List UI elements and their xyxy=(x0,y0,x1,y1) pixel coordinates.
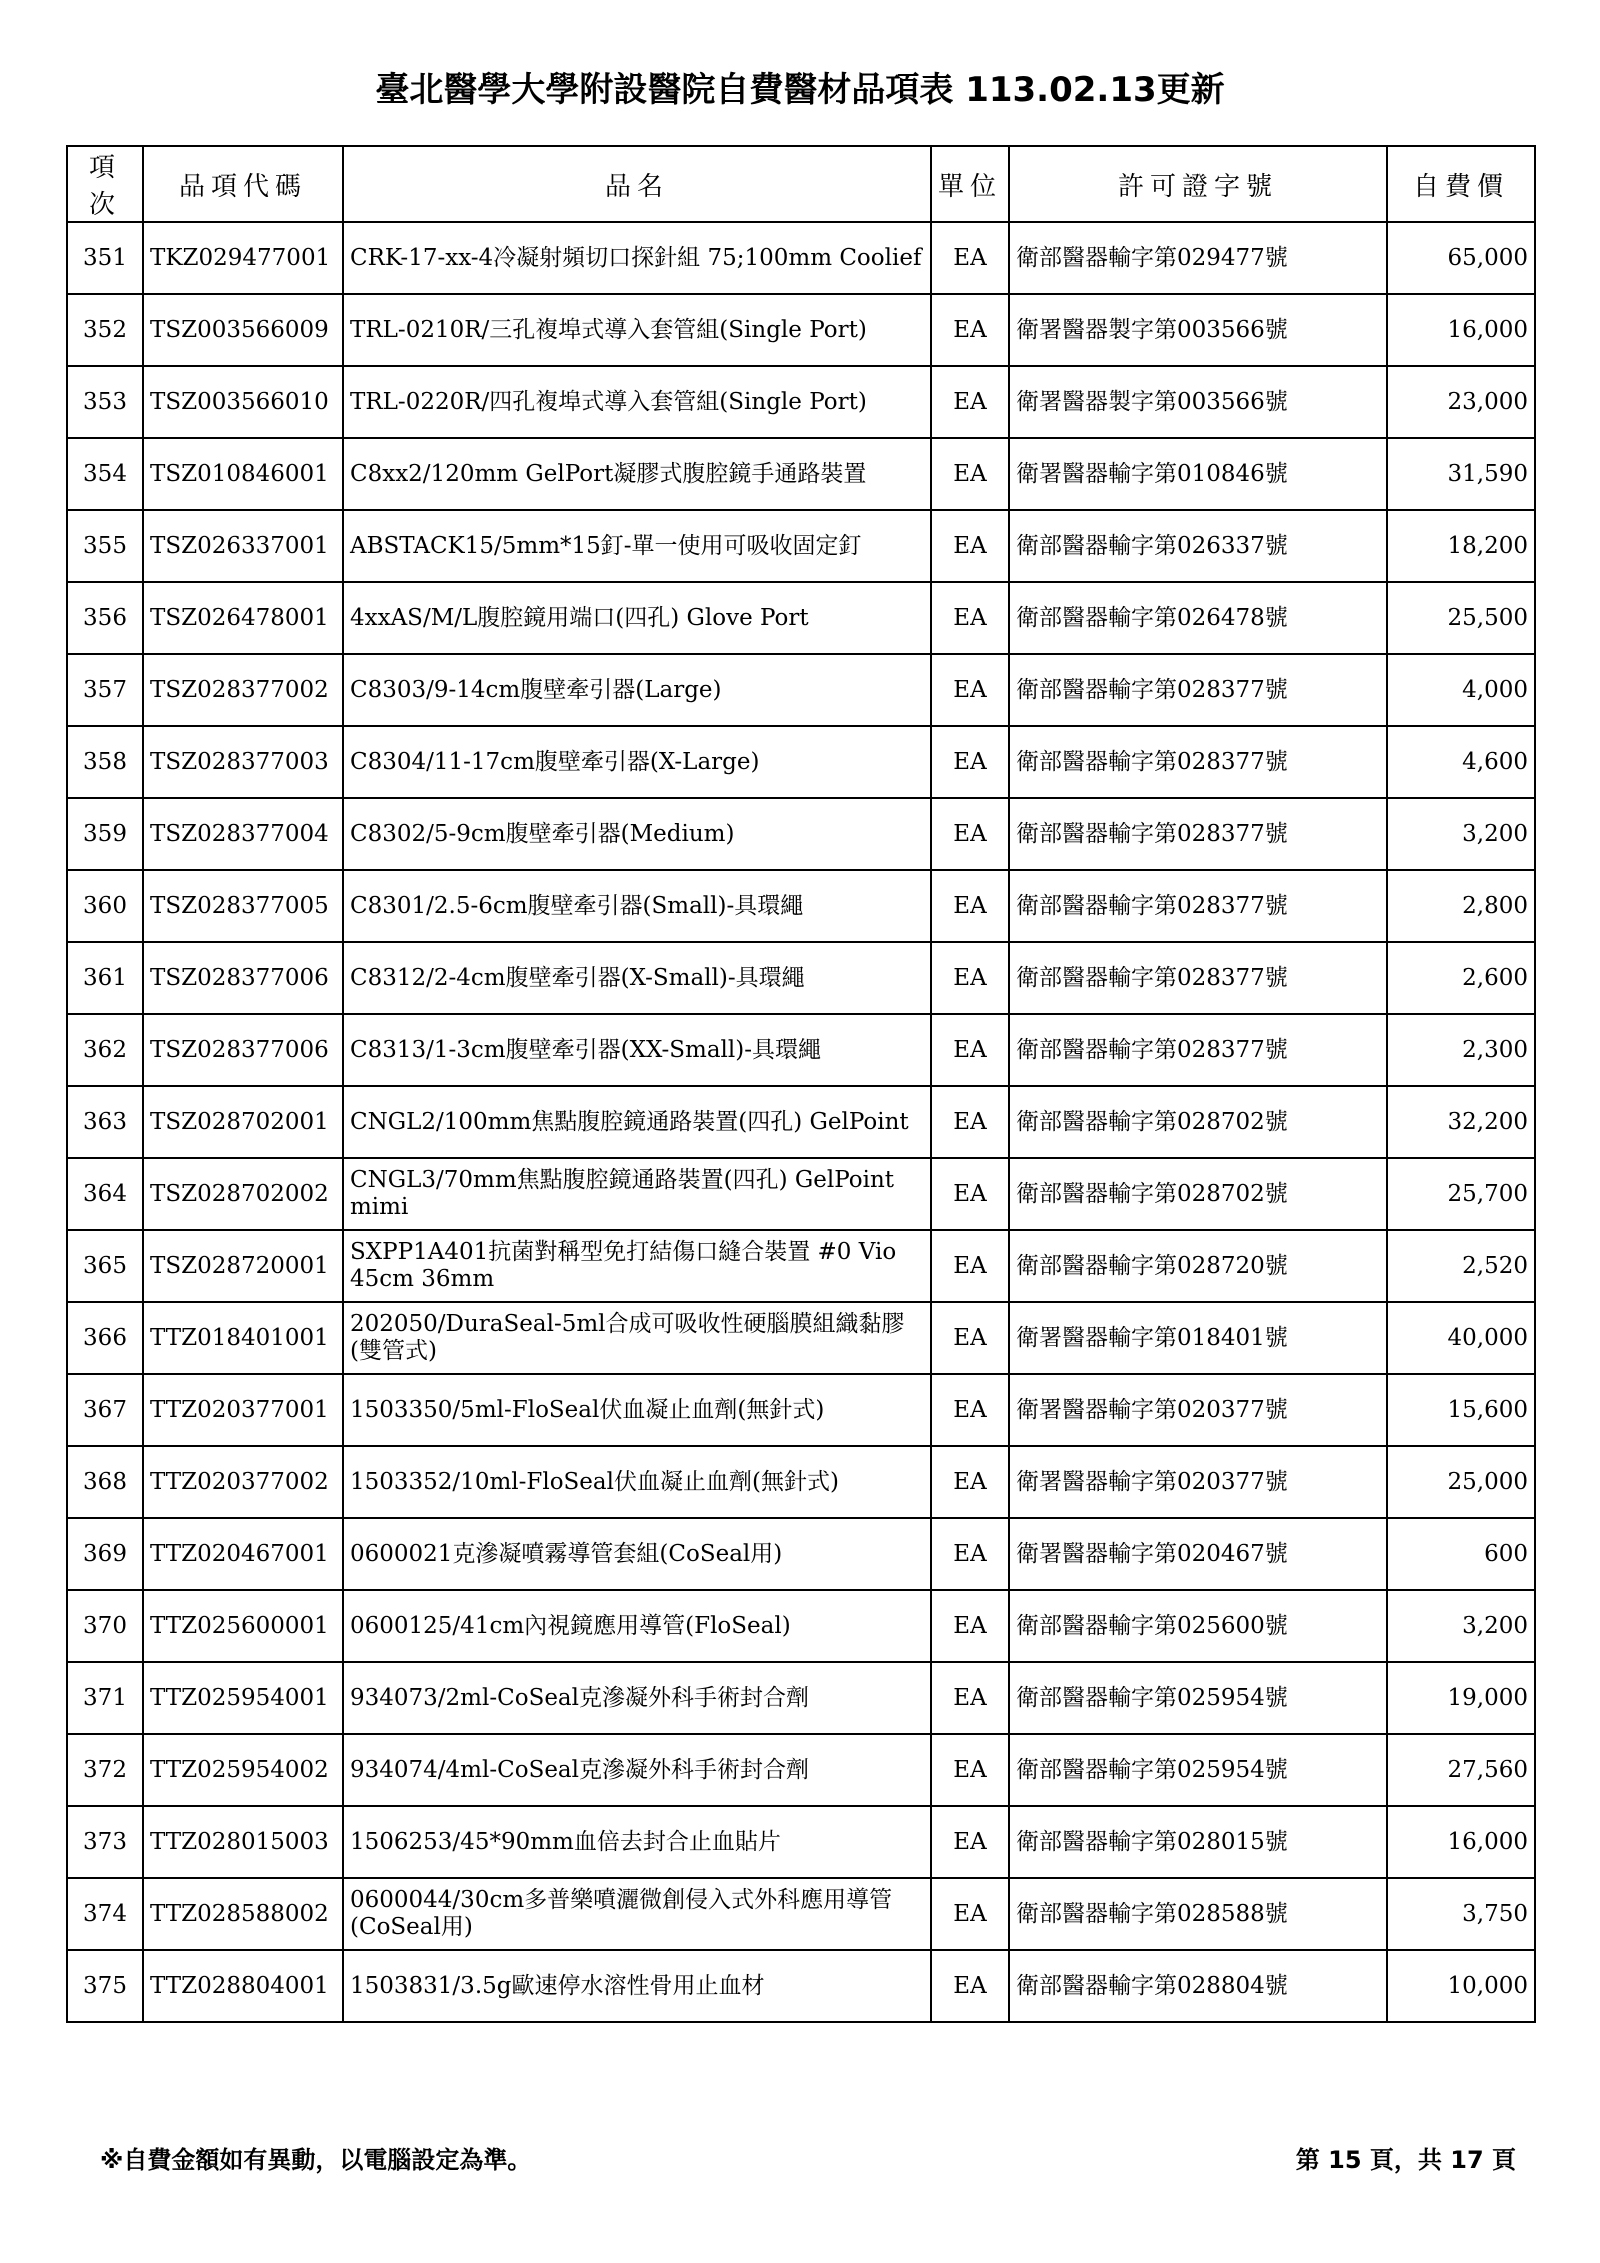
cell-item-no: 368 xyxy=(67,1446,143,1518)
cell-item-name: C8304/11-17cm腹壁牽引器(X-Large) xyxy=(343,726,931,798)
cell-item-name: C8312/2-4cm腹壁牽引器(X-Small)-具環繩 xyxy=(343,942,931,1014)
cell-license-no: 衛部醫器輸字第028377號 xyxy=(1009,654,1387,726)
table-row xyxy=(67,654,1535,726)
cell-license-no: 衛部醫器輸字第028377號 xyxy=(1009,1014,1387,1086)
cell-unit: EA xyxy=(931,438,1009,510)
cell-item-no: 356 xyxy=(67,582,143,654)
cell-item-no: 370 xyxy=(67,1590,143,1662)
column-header-code: 品項代碼 xyxy=(143,146,343,222)
cell-price: 27,560 xyxy=(1387,1734,1535,1806)
cell-item-name: C8302/5-9cm腹壁牽引器(Medium) xyxy=(343,798,931,870)
cell-price: 600 xyxy=(1387,1518,1535,1590)
footer-note: ※自費金額如有異動，以電腦設定為準。 xyxy=(100,2146,532,2174)
cell-price: 19,000 xyxy=(1387,1662,1535,1734)
table-row xyxy=(67,1014,1535,1086)
table-row xyxy=(67,222,1535,294)
cell-price: 2,520 xyxy=(1387,1230,1535,1302)
table-row xyxy=(67,1446,1535,1518)
cell-item-code: TSZ028720001 xyxy=(143,1230,343,1302)
column-header-no: 項次 xyxy=(67,146,143,222)
cell-license-no: 衛部醫器輸字第028015號 xyxy=(1009,1806,1387,1878)
cell-unit: EA xyxy=(931,1590,1009,1662)
cell-price: 3,200 xyxy=(1387,798,1535,870)
cell-item-name: 0600125/41cm內視鏡應用導管(FloSeal) xyxy=(343,1590,931,1662)
table-row xyxy=(67,1302,1535,1374)
cell-item-no: 366 xyxy=(67,1302,143,1374)
cell-item-name: 934074/4ml-CoSeal克滲凝外科手術封合劑 xyxy=(343,1734,931,1806)
table-row xyxy=(67,1878,1535,1950)
cell-item-code: TTZ028804001 xyxy=(143,1950,343,2022)
cell-item-code: TSZ028377006 xyxy=(143,942,343,1014)
cell-item-code: TTZ020377002 xyxy=(143,1446,343,1518)
cell-unit: EA xyxy=(931,366,1009,438)
table-row xyxy=(67,1806,1535,1878)
cell-item-code: TSZ028377006 xyxy=(143,1014,343,1086)
cell-unit: EA xyxy=(931,1878,1009,1950)
cell-unit: EA xyxy=(931,1446,1009,1518)
cell-item-name: 0600021克滲凝噴霧導管套組(CoSeal用) xyxy=(343,1518,931,1590)
cell-item-code: TSZ026478001 xyxy=(143,582,343,654)
table-header-row xyxy=(67,146,1535,222)
cell-price: 40,000 xyxy=(1387,1302,1535,1374)
cell-unit: EA xyxy=(931,726,1009,798)
cell-item-name: CRK-17-xx-4冷凝射頻切口探針組 75;100mm Coolief xyxy=(343,222,931,294)
table-row xyxy=(67,582,1535,654)
page-title: 臺北醫學大學附設醫院自費醫材品項表 113.02.13更新 xyxy=(375,70,1225,110)
cell-unit: EA xyxy=(931,1158,1009,1230)
cell-unit: EA xyxy=(931,222,1009,294)
table-row xyxy=(67,1518,1535,1590)
cell-item-name: TRL-0220R/四孔複埠式導入套管組(Single Port) xyxy=(343,366,931,438)
cell-item-no: 353 xyxy=(67,366,143,438)
table-row xyxy=(67,726,1535,798)
cell-item-code: TSZ003566010 xyxy=(143,366,343,438)
cell-item-code: TTZ025600001 xyxy=(143,1590,343,1662)
cell-price: 4,000 xyxy=(1387,654,1535,726)
table-row xyxy=(67,1950,1535,2022)
table-row xyxy=(67,1590,1535,1662)
cell-item-name: CNGL2/100mm焦點腹腔鏡通路裝置(四孔) GelPoint xyxy=(343,1086,931,1158)
cell-unit: EA xyxy=(931,510,1009,582)
cell-item-no: 374 xyxy=(67,1878,143,1950)
table-row xyxy=(67,438,1535,510)
table-row xyxy=(67,1734,1535,1806)
cell-unit: EA xyxy=(931,1014,1009,1086)
cell-item-code: TTZ025954002 xyxy=(143,1734,343,1806)
cell-price: 15,600 xyxy=(1387,1374,1535,1446)
cell-price: 25,500 xyxy=(1387,582,1535,654)
cell-item-no: 359 xyxy=(67,798,143,870)
cell-license-no: 衛署醫器輸字第020377號 xyxy=(1009,1446,1387,1518)
cell-license-no: 衛署醫器製字第003566號 xyxy=(1009,294,1387,366)
cell-price: 25,700 xyxy=(1387,1158,1535,1230)
cell-item-name: 1503831/3.5g歐速停水溶性骨用止血材 xyxy=(343,1950,931,2022)
cell-item-no: 367 xyxy=(67,1374,143,1446)
cell-item-no: 375 xyxy=(67,1950,143,2022)
cell-price: 3,750 xyxy=(1387,1878,1535,1950)
cell-item-no: 351 xyxy=(67,222,143,294)
cell-item-code: TSZ010846001 xyxy=(143,438,343,510)
cell-item-code: TSZ028377003 xyxy=(143,726,343,798)
cell-license-no: 衛署醫器輸字第020467號 xyxy=(1009,1518,1387,1590)
cell-item-no: 355 xyxy=(67,510,143,582)
cell-license-no: 衛部醫器輸字第028377號 xyxy=(1009,726,1387,798)
cell-item-no: 360 xyxy=(67,870,143,942)
page-number: 第 15 頁，共 17 頁 xyxy=(1295,2146,1516,2174)
cell-license-no: 衛部醫器輸字第028702號 xyxy=(1009,1158,1387,1230)
cell-license-no: 衛部醫器輸字第025600號 xyxy=(1009,1590,1387,1662)
cell-item-code: TTZ025954001 xyxy=(143,1662,343,1734)
cell-item-code: TSZ028702002 xyxy=(143,1158,343,1230)
cell-item-name: 1503352/10ml-FloSeal伏血凝止血劑(無針式) xyxy=(343,1446,931,1518)
cell-item-no: 362 xyxy=(67,1014,143,1086)
cell-item-name: C8313/1-3cm腹壁牽引器(XX-Small)-具環繩 xyxy=(343,1014,931,1086)
table-row xyxy=(67,1086,1535,1158)
cell-price: 32,200 xyxy=(1387,1086,1535,1158)
cell-price: 10,000 xyxy=(1387,1950,1535,2022)
table-row xyxy=(67,798,1535,870)
cell-price: 23,000 xyxy=(1387,366,1535,438)
cell-item-name: 0600044/30cm多普樂噴灑微創侵入式外科應用導管(CoSeal用) xyxy=(343,1878,931,1950)
cell-item-name: 1506253/45*90mm血倍去封合止血貼片 xyxy=(343,1806,931,1878)
table-row xyxy=(67,1662,1535,1734)
cell-item-no: 357 xyxy=(67,654,143,726)
cell-unit: EA xyxy=(931,1374,1009,1446)
column-header-price: 自費價 xyxy=(1387,146,1535,222)
cell-price: 2,300 xyxy=(1387,1014,1535,1086)
cell-item-name: ABSTACK15/5mm*15釘-單一使用可吸收固定釘 xyxy=(343,510,931,582)
cell-item-no: 361 xyxy=(67,942,143,1014)
cell-license-no: 衛部醫器輸字第025954號 xyxy=(1009,1662,1387,1734)
cell-license-no: 衛部醫器輸字第028377號 xyxy=(1009,942,1387,1014)
cell-unit: EA xyxy=(931,1302,1009,1374)
cell-item-name: C8303/9-14cm腹壁牽引器(Large) xyxy=(343,654,931,726)
cell-item-code: TSZ028377005 xyxy=(143,870,343,942)
cell-unit: EA xyxy=(931,1734,1009,1806)
cell-unit: EA xyxy=(931,1086,1009,1158)
cell-price: 25,000 xyxy=(1387,1446,1535,1518)
cell-item-code: TSZ003566009 xyxy=(143,294,343,366)
table-row xyxy=(67,1158,1535,1230)
cell-item-no: 363 xyxy=(67,1086,143,1158)
cell-item-name: C8xx2/120mm GelPort凝膠式腹腔鏡手通路裝置 xyxy=(343,438,931,510)
cell-license-no: 衛部醫器輸字第029477號 xyxy=(1009,222,1387,294)
cell-unit: EA xyxy=(931,1518,1009,1590)
cell-item-code: TSZ028377004 xyxy=(143,798,343,870)
cell-unit: EA xyxy=(931,942,1009,1014)
cell-price: 16,000 xyxy=(1387,1806,1535,1878)
cell-item-name: CNGL3/70mm焦點腹腔鏡通路裝置(四孔) GelPoint mimi xyxy=(343,1158,931,1230)
table-row xyxy=(67,366,1535,438)
cell-license-no: 衛署醫器輸字第018401號 xyxy=(1009,1302,1387,1374)
column-header-unit: 單位 xyxy=(931,146,1009,222)
cell-license-no: 衛部醫器輸字第028588號 xyxy=(1009,1878,1387,1950)
cell-item-code: TKZ029477001 xyxy=(143,222,343,294)
cell-license-no: 衛署醫器製字第003566號 xyxy=(1009,366,1387,438)
cell-price: 2,800 xyxy=(1387,870,1535,942)
cell-item-no: 371 xyxy=(67,1662,143,1734)
cell-item-code: TSZ026337001 xyxy=(143,510,343,582)
cell-price: 65,000 xyxy=(1387,222,1535,294)
cell-item-name: 1503350/5ml-FloSeal伏血凝止血劑(無針式) xyxy=(343,1374,931,1446)
cell-item-no: 365 xyxy=(67,1230,143,1302)
cell-license-no: 衛部醫器輸字第028804號 xyxy=(1009,1950,1387,2022)
cell-item-no: 372 xyxy=(67,1734,143,1806)
cell-item-code: TSZ028702001 xyxy=(143,1086,343,1158)
cell-price: 16,000 xyxy=(1387,294,1535,366)
table-row xyxy=(67,870,1535,942)
cell-item-no: 364 xyxy=(67,1158,143,1230)
cell-item-code: TTZ028015003 xyxy=(143,1806,343,1878)
cell-unit: EA xyxy=(931,1806,1009,1878)
cell-item-code: TTZ018401001 xyxy=(143,1302,343,1374)
cell-item-name: TRL-0210R/三孔複埠式導入套管組(Single Port) xyxy=(343,294,931,366)
cell-license-no: 衛部醫器輸字第026478號 xyxy=(1009,582,1387,654)
cell-item-name: SXPP1A401抗菌對稱型免打結傷口縫合裝置 #0 Vio 45cm 36mm xyxy=(343,1230,931,1302)
cell-item-no: 354 xyxy=(67,438,143,510)
cell-item-code: TSZ028377002 xyxy=(143,654,343,726)
cell-unit: EA xyxy=(931,870,1009,942)
cell-item-no: 352 xyxy=(67,294,143,366)
cell-unit: EA xyxy=(931,294,1009,366)
cell-price: 4,600 xyxy=(1387,726,1535,798)
price-table xyxy=(66,145,1536,2023)
column-header-license: 許可證字號 xyxy=(1009,146,1387,222)
cell-license-no: 衛部醫器輸字第025954號 xyxy=(1009,1734,1387,1806)
cell-price: 18,200 xyxy=(1387,510,1535,582)
cell-license-no: 衛部醫器輸字第028377號 xyxy=(1009,870,1387,942)
cell-item-code: TTZ020467001 xyxy=(143,1518,343,1590)
cell-unit: EA xyxy=(931,1662,1009,1734)
cell-price: 31,590 xyxy=(1387,438,1535,510)
cell-license-no: 衛部醫器輸字第028720號 xyxy=(1009,1230,1387,1302)
cell-item-code: TTZ020377001 xyxy=(143,1374,343,1446)
cell-license-no: 衛部醫器輸字第026337號 xyxy=(1009,510,1387,582)
cell-unit: EA xyxy=(931,582,1009,654)
cell-item-name: 934073/2ml-CoSeal克滲凝外科手術封合劑 xyxy=(343,1662,931,1734)
cell-unit: EA xyxy=(931,654,1009,726)
cell-item-name: 4xxAS/M/L腹腔鏡用端口(四孔) Glove Port xyxy=(343,582,931,654)
cell-price: 3,200 xyxy=(1387,1590,1535,1662)
cell-license-no: 衛部醫器輸字第028702號 xyxy=(1009,1086,1387,1158)
column-header-name: 品名 xyxy=(343,146,931,222)
table-row xyxy=(67,510,1535,582)
cell-license-no: 衛署醫器輸字第020377號 xyxy=(1009,1374,1387,1446)
cell-item-name: C8301/2.5-6cm腹壁牽引器(Small)-具環繩 xyxy=(343,870,931,942)
table-row xyxy=(67,1230,1535,1302)
cell-item-no: 373 xyxy=(67,1806,143,1878)
cell-license-no: 衛署醫器輸字第010846號 xyxy=(1009,438,1387,510)
cell-unit: EA xyxy=(931,1950,1009,2022)
cell-price: 2,600 xyxy=(1387,942,1535,1014)
table-row xyxy=(67,294,1535,366)
table-body xyxy=(67,222,1535,2022)
cell-item-name: 202050/DuraSeal-5ml合成可吸收性硬腦膜組織黏膠(雙管式) xyxy=(343,1302,931,1374)
cell-item-code: TTZ028588002 xyxy=(143,1878,343,1950)
cell-item-no: 369 xyxy=(67,1518,143,1590)
table-row xyxy=(67,942,1535,1014)
cell-license-no: 衛部醫器輸字第028377號 xyxy=(1009,798,1387,870)
cell-unit: EA xyxy=(931,1230,1009,1302)
cell-unit: EA xyxy=(931,798,1009,870)
table-row xyxy=(67,1374,1535,1446)
cell-item-no: 358 xyxy=(67,726,143,798)
